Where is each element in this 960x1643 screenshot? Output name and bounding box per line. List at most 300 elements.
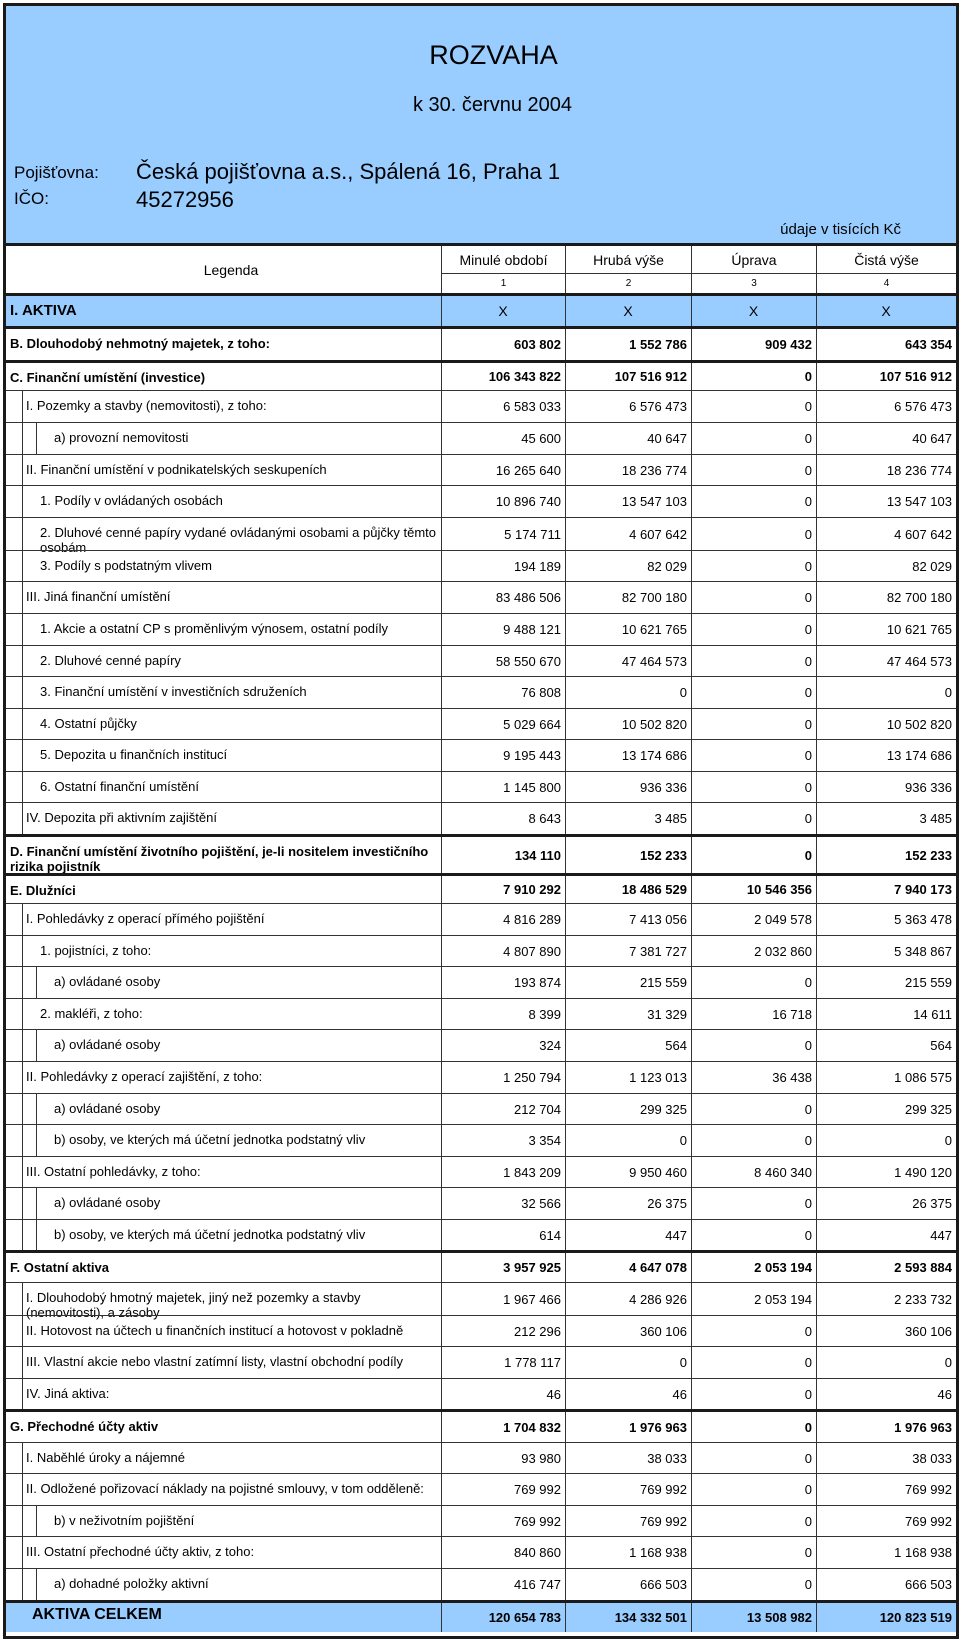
row-value-col4: 7 940 173 bbox=[894, 882, 952, 897]
col-header-adjustment: Úprava bbox=[691, 246, 816, 274]
row-value-col3: 0 bbox=[804, 622, 812, 637]
row-label: 6. Ostatní finanční umístění bbox=[40, 779, 199, 794]
table-row bbox=[6, 326, 956, 360]
row-value-col2: X bbox=[623, 303, 633, 319]
row-value-col1: 76 808 bbox=[521, 685, 561, 700]
row-value-col3: 0 bbox=[804, 1577, 812, 1592]
row-value-col3: 0 bbox=[804, 1419, 812, 1435]
table-row bbox=[6, 998, 956, 1029]
row-label: III. Vlastní akcie nebo vlastní zatímní listy, vlastní obchodní podíly bbox=[26, 1354, 403, 1369]
row-value-col1: 1 704 832 bbox=[503, 1419, 561, 1435]
ico-value: 45272956 bbox=[136, 187, 234, 212]
row-value-col1: 7 910 292 bbox=[503, 882, 561, 897]
row-value-col1: 8 399 bbox=[528, 1006, 561, 1022]
row-value-col4: 38 033 bbox=[912, 1450, 952, 1466]
indent-line bbox=[22, 1316, 23, 1346]
row-value-col1: 46 bbox=[546, 1386, 561, 1402]
row-value-col2: 31 329 bbox=[647, 1006, 687, 1022]
row-value-col4: 564 bbox=[930, 1038, 952, 1053]
table-row bbox=[6, 293, 956, 326]
row-label: 2. makléři, z toho: bbox=[40, 1006, 143, 1021]
row-value-col1: 212 296 bbox=[514, 1323, 561, 1339]
row-value-col4: 82 029 bbox=[912, 558, 952, 574]
row-value-col1: 58 550 670 bbox=[495, 653, 561, 669]
row-value-col4: 13 174 686 bbox=[886, 748, 952, 763]
row-value-col3: 909 432 bbox=[765, 337, 812, 352]
row-value-col1: 1 145 800 bbox=[503, 779, 561, 795]
row-value-col2: 360 106 bbox=[640, 1323, 687, 1339]
table-row bbox=[6, 1315, 956, 1346]
row-value-col4: 46 bbox=[937, 1386, 952, 1402]
row-value-col2: 107 516 912 bbox=[614, 369, 687, 384]
table-row bbox=[6, 1250, 956, 1282]
row-value-col3: 0 bbox=[804, 1386, 812, 1402]
row-value-col2: 4 607 642 bbox=[629, 526, 687, 542]
table-row bbox=[6, 1600, 956, 1632]
row-value-col2: 13 547 103 bbox=[621, 494, 687, 509]
row-value-col4: 4 607 642 bbox=[894, 526, 952, 542]
row-value-col3: 0 bbox=[804, 779, 812, 795]
row-value-col4: 1 976 963 bbox=[894, 1419, 952, 1435]
row-value-col4: 120 823 519 bbox=[879, 1610, 952, 1625]
row-value-col1: 45 600 bbox=[521, 431, 561, 446]
row-label: 5. Depozita u finančních institucí bbox=[40, 747, 228, 762]
row-value-col3: 0 bbox=[804, 1227, 812, 1243]
table-row bbox=[6, 360, 956, 390]
row-value-col1: 9 195 443 bbox=[503, 748, 561, 763]
indent-line bbox=[22, 1157, 23, 1187]
row-value-col4: 2 593 884 bbox=[894, 1260, 952, 1275]
indent-line bbox=[22, 803, 23, 834]
indent-line bbox=[22, 740, 23, 771]
row-value-col3: 0 bbox=[804, 685, 812, 700]
row-label: 1. pojistníci, z toho: bbox=[40, 943, 152, 958]
row-value-col4: 1 168 938 bbox=[894, 1545, 952, 1560]
row-value-col3: 0 bbox=[804, 1545, 812, 1560]
col-number-2: 2 bbox=[565, 274, 691, 293]
row-value-col4: 5 348 867 bbox=[894, 943, 952, 959]
row-value-col2: 26 375 bbox=[647, 1196, 687, 1211]
row-value-col4: 1 490 120 bbox=[894, 1164, 952, 1180]
row-value-col2: 47 464 573 bbox=[621, 653, 687, 669]
row-value-col4: 40 647 bbox=[912, 431, 952, 446]
table-row bbox=[6, 1505, 956, 1536]
legend-header: Legenda bbox=[203, 261, 259, 278]
indent-line bbox=[36, 1569, 37, 1600]
row-value-col4: 152 233 bbox=[905, 847, 952, 863]
row-value-col1: 4 816 289 bbox=[503, 912, 561, 927]
row-value-col1: X bbox=[498, 303, 508, 319]
row-value-col1: 324 bbox=[539, 1038, 561, 1053]
row-value-col2: 0 bbox=[679, 1355, 687, 1370]
row-value-col1: 614 bbox=[539, 1227, 561, 1243]
row-value-col1: 1 843 209 bbox=[503, 1164, 561, 1180]
indent-line bbox=[22, 677, 23, 708]
row-value-col3: 0 bbox=[804, 975, 812, 990]
table-row bbox=[6, 802, 956, 834]
row-value-col3: 0 bbox=[804, 1101, 812, 1117]
row-value-col3: 2 053 194 bbox=[754, 1260, 812, 1275]
row-label: b) osoby, ve kterých má účetní jednotka podstatný vliv bbox=[54, 1227, 366, 1242]
row-value-col4: 666 503 bbox=[905, 1577, 952, 1592]
row-value-col3: 0 bbox=[804, 399, 812, 414]
row-value-col3: 10 546 356 bbox=[746, 882, 812, 897]
row-value-col2: 18 486 529 bbox=[621, 882, 687, 897]
table-row bbox=[6, 1378, 956, 1409]
row-value-col3: 0 bbox=[804, 1355, 812, 1370]
indent-line bbox=[22, 455, 23, 485]
row-label: 2. Dluhové cenné papíry bbox=[40, 653, 181, 668]
indent-line bbox=[22, 1569, 23, 1600]
row-value-col2: 564 bbox=[665, 1038, 687, 1053]
row-value-col3: 0 bbox=[804, 526, 812, 542]
table-row bbox=[6, 485, 956, 517]
row-label: I. Naběhlé úroky a nájemné bbox=[26, 1450, 185, 1465]
row-value-col4: 769 992 bbox=[905, 1513, 952, 1529]
row-label: a) dohadné položky aktivní bbox=[54, 1576, 209, 1591]
row-label: G. Přechodné účty aktiv bbox=[10, 1419, 159, 1434]
table-row bbox=[6, 613, 956, 645]
row-label: a) ovládané osoby bbox=[54, 1037, 161, 1052]
table-row bbox=[6, 1061, 956, 1093]
row-value-col3: 2 049 578 bbox=[754, 912, 812, 927]
row-label: I. Pohledávky z operací přímého pojištění bbox=[26, 911, 265, 926]
col-header-gross: Hrubá výše bbox=[565, 246, 691, 274]
row-value-col1: 769 992 bbox=[514, 1513, 561, 1529]
row-value-col3: 0 bbox=[804, 590, 812, 605]
row-value-col1: 1 250 794 bbox=[503, 1070, 561, 1085]
indent-line bbox=[22, 1347, 23, 1378]
table-row bbox=[6, 935, 956, 966]
indent-line bbox=[22, 486, 23, 517]
row-label: 2. Dluhové cenné papíry vydané ovládanými osobami a půjčky těmto osobám bbox=[40, 525, 436, 555]
row-value-col3: 36 438 bbox=[772, 1070, 812, 1085]
row-value-col4: 936 336 bbox=[905, 779, 952, 795]
indent-line bbox=[36, 1220, 37, 1250]
row-label: a) ovládané osoby bbox=[54, 1101, 161, 1116]
indent-line bbox=[22, 551, 23, 581]
row-value-col3: 0 bbox=[804, 558, 812, 574]
row-value-col3: 0 bbox=[804, 1513, 812, 1529]
row-value-col3: 0 bbox=[804, 653, 812, 669]
row-value-col1: 93 980 bbox=[521, 1450, 561, 1466]
row-label: b) v neživotním pojištění bbox=[54, 1513, 195, 1528]
row-value-col4: 26 375 bbox=[912, 1196, 952, 1211]
indent-line bbox=[22, 999, 23, 1029]
row-value-col1: 16 265 640 bbox=[495, 462, 561, 478]
ico-label: IČO: bbox=[14, 189, 49, 208]
row-value-col2: 3 485 bbox=[654, 811, 687, 826]
row-value-col4: 0 bbox=[944, 685, 952, 700]
indent-line bbox=[36, 1125, 37, 1156]
report-header bbox=[6, 6, 956, 246]
row-value-col2: 7 381 727 bbox=[629, 943, 687, 959]
row-label: B. Dlouhodobý nehmotný majetek, z toho: bbox=[10, 336, 270, 351]
row-value-col2: 10 502 820 bbox=[621, 716, 687, 732]
row-value-col1: 840 860 bbox=[514, 1545, 561, 1560]
row-value-col4: X bbox=[881, 303, 891, 319]
row-value-col3: 0 bbox=[804, 847, 812, 863]
indent-line bbox=[22, 1188, 23, 1219]
row-value-col1: 83 486 506 bbox=[495, 590, 561, 605]
table-row bbox=[6, 1219, 956, 1250]
row-value-col4: 447 bbox=[930, 1227, 952, 1243]
row-value-col1: 134 110 bbox=[514, 847, 561, 863]
balance-sheet-page bbox=[3, 3, 959, 1639]
row-label: E. Dlužníci bbox=[10, 883, 76, 898]
indent-line bbox=[36, 1094, 37, 1124]
indent-line bbox=[22, 423, 23, 454]
table-row bbox=[6, 1568, 956, 1600]
row-value-col1: 769 992 bbox=[514, 1482, 561, 1497]
row-value-col4: 1 086 575 bbox=[894, 1070, 952, 1085]
row-value-col4: 13 547 103 bbox=[886, 494, 952, 509]
row-value-col3: 0 bbox=[804, 1196, 812, 1211]
row-value-col1: 4 807 890 bbox=[503, 943, 561, 959]
row-value-col1: 212 704 bbox=[514, 1101, 561, 1117]
row-value-col1: 603 802 bbox=[514, 337, 561, 352]
row-value-col4: 10 621 765 bbox=[886, 622, 952, 637]
indent-line bbox=[22, 1283, 23, 1315]
table-row bbox=[6, 966, 956, 998]
table-row bbox=[6, 422, 956, 454]
row-value-col1: 9 488 121 bbox=[503, 622, 561, 637]
row-value-col4: 6 576 473 bbox=[894, 399, 952, 414]
row-value-col2: 152 233 bbox=[640, 847, 687, 863]
row-value-col1: 10 896 740 bbox=[495, 494, 561, 509]
row-value-col2: 1 168 938 bbox=[629, 1545, 687, 1560]
row-value-col1: 120 654 783 bbox=[488, 1610, 561, 1625]
table-row bbox=[6, 1093, 956, 1124]
row-value-col3: 0 bbox=[804, 462, 812, 478]
indent-line bbox=[22, 1062, 23, 1093]
row-label: II. Odložené pořizovací náklady na pojistné smlouvy, v tom odděleně: bbox=[26, 1481, 424, 1496]
row-value-col2: 1 123 013 bbox=[629, 1070, 687, 1085]
row-value-col2: 46 bbox=[672, 1386, 687, 1402]
table-row bbox=[6, 676, 956, 708]
row-value-col1: 193 874 bbox=[514, 975, 561, 990]
row-value-col2: 18 236 774 bbox=[621, 462, 687, 478]
row-value-col3: 0 bbox=[804, 369, 812, 384]
table-row bbox=[6, 517, 956, 555]
indent-line bbox=[36, 1506, 37, 1536]
row-value-col2: 1 552 786 bbox=[629, 337, 687, 352]
indent-line bbox=[22, 1030, 23, 1061]
row-value-col3: 0 bbox=[804, 811, 812, 826]
column-header bbox=[6, 246, 956, 293]
table-row bbox=[6, 1187, 956, 1219]
row-label: C. Finanční umístění (investice) bbox=[10, 370, 206, 385]
row-label: I. AKTIVA bbox=[10, 302, 77, 319]
row-value-col2: 38 033 bbox=[647, 1450, 687, 1466]
row-value-col1: 3 354 bbox=[528, 1133, 561, 1148]
row-value-col3: 13 508 982 bbox=[746, 1610, 812, 1625]
row-value-col4: 10 502 820 bbox=[886, 716, 952, 732]
row-value-col3: 0 bbox=[804, 1133, 812, 1148]
col-number-3: 3 bbox=[691, 274, 816, 293]
row-value-col3: 0 bbox=[804, 1482, 812, 1497]
row-value-col4: 18 236 774 bbox=[886, 462, 952, 478]
indent-line bbox=[22, 391, 23, 422]
table-row bbox=[6, 739, 956, 771]
row-value-col3: 0 bbox=[804, 1450, 812, 1466]
row-label: I. Dlouhodobý hmotný majetek, jiný než pozemky a stavby (nemovitosti), a zásoby bbox=[26, 1290, 361, 1320]
row-label: F. Ostatní aktiva bbox=[10, 1260, 109, 1275]
indent-line bbox=[36, 423, 37, 454]
row-value-col2: 7 413 056 bbox=[629, 912, 687, 927]
row-value-col4: 2 233 732 bbox=[894, 1291, 952, 1307]
row-value-col3: 0 bbox=[804, 748, 812, 763]
indent-line bbox=[36, 967, 37, 998]
row-label: IV. Jiná aktiva: bbox=[26, 1386, 110, 1401]
row-value-col3: 0 bbox=[804, 431, 812, 446]
indent-line bbox=[22, 1443, 23, 1473]
row-value-col3: 2 032 860 bbox=[754, 943, 812, 959]
row-value-col2: 215 559 bbox=[640, 975, 687, 990]
row-value-col2: 40 647 bbox=[647, 431, 687, 446]
col-number-4: 4 bbox=[816, 274, 956, 293]
row-label: 3. Podíly s podstatným vlivem bbox=[40, 558, 212, 573]
row-value-col3: 2 053 194 bbox=[754, 1291, 812, 1307]
row-label: III. Jiná finanční umístění bbox=[26, 589, 171, 604]
row-value-col3: 8 460 340 bbox=[754, 1164, 812, 1180]
row-value-col2: 769 992 bbox=[640, 1513, 687, 1529]
row-value-col2: 769 992 bbox=[640, 1482, 687, 1497]
row-value-col2: 82 029 bbox=[647, 558, 687, 574]
row-value-col4: 107 516 912 bbox=[879, 369, 952, 384]
indent-line bbox=[22, 1094, 23, 1124]
table-row bbox=[6, 771, 956, 802]
row-value-col1: 5 174 711 bbox=[504, 526, 561, 542]
indent-line bbox=[22, 646, 23, 676]
row-value-col2: 10 621 765 bbox=[621, 622, 687, 637]
row-label: D. Finanční umístění životního pojištění, je-li nositelem investičního rizika pojistník bbox=[10, 844, 429, 874]
indent-line bbox=[22, 1506, 23, 1536]
row-label: IV. Depozita při aktivním zajištění bbox=[26, 810, 217, 825]
row-value-col2: 299 325 bbox=[640, 1101, 687, 1117]
table-row bbox=[6, 550, 956, 581]
row-value-col3: X bbox=[748, 303, 759, 319]
row-value-col4: 769 992 bbox=[905, 1482, 952, 1497]
table-row bbox=[6, 1156, 956, 1187]
row-value-col1: 5 029 664 bbox=[503, 716, 561, 732]
row-value-col1: 8 643 bbox=[528, 811, 561, 826]
row-value-col2: 4 286 926 bbox=[629, 1291, 687, 1307]
units-note: údaje v tisících Kč bbox=[780, 221, 901, 238]
table-row bbox=[6, 1029, 956, 1061]
report-date: k 30. červnu 2004 bbox=[413, 94, 572, 116]
row-value-col1: 1 967 466 bbox=[503, 1291, 561, 1307]
indent-line bbox=[22, 1379, 23, 1409]
row-value-col4: 47 464 573 bbox=[886, 653, 952, 669]
row-value-col4: 0 bbox=[944, 1355, 952, 1370]
indent-line bbox=[22, 967, 23, 998]
row-value-col4: 299 325 bbox=[905, 1101, 952, 1117]
row-value-col1: 416 747 bbox=[514, 1577, 561, 1592]
col-header-net: Čistá výše bbox=[816, 246, 956, 274]
table-row bbox=[6, 1409, 956, 1442]
table-row bbox=[6, 1442, 956, 1473]
row-value-col3: 0 bbox=[804, 494, 812, 509]
row-label: AKTIVA CELKEM bbox=[32, 1606, 162, 1623]
indent-line bbox=[22, 582, 23, 613]
insurer-value: Česká pojišťovna a.s., Spálená 16, Praha 1 bbox=[136, 159, 561, 184]
row-value-col4: 3 485 bbox=[919, 811, 952, 826]
row-label: a) ovládané osoby bbox=[54, 1195, 161, 1210]
row-value-col2: 0 bbox=[679, 1133, 687, 1148]
table-row bbox=[6, 1282, 956, 1320]
row-value-col2: 6 576 473 bbox=[629, 399, 687, 414]
row-value-col4: 643 354 bbox=[905, 337, 952, 352]
row-value-col2: 4 647 078 bbox=[629, 1260, 687, 1275]
row-value-col2: 134 332 501 bbox=[614, 1610, 687, 1625]
row-value-col4: 82 700 180 bbox=[886, 590, 952, 605]
row-label: II. Pohledávky z operací zajištění, z toho: bbox=[26, 1069, 263, 1084]
row-value-col4: 5 363 478 bbox=[894, 912, 952, 927]
row-value-col2: 13 174 686 bbox=[621, 748, 687, 763]
indent-line bbox=[22, 1220, 23, 1250]
row-label: 3. Finanční umístění v investičních sdruženích bbox=[40, 684, 307, 699]
row-label: 1. Podíly v ovládaných osobách bbox=[40, 493, 223, 508]
row-label: a) ovládané osoby bbox=[54, 974, 161, 989]
indent-line bbox=[22, 772, 23, 802]
table-row bbox=[6, 645, 956, 676]
indent-line bbox=[36, 1030, 37, 1061]
table-row bbox=[6, 834, 956, 873]
indent-line bbox=[22, 518, 23, 550]
row-value-col3: 0 bbox=[804, 1038, 812, 1053]
table-row bbox=[6, 1124, 956, 1156]
indent-line bbox=[22, 1474, 23, 1505]
row-label: 4. Ostatní půjčky bbox=[40, 716, 137, 731]
indent-line bbox=[22, 1125, 23, 1156]
row-value-col3: 0 bbox=[804, 716, 812, 732]
indent-line bbox=[22, 936, 23, 966]
col-header-previous: Minulé období bbox=[441, 246, 565, 274]
indent-line bbox=[22, 904, 23, 935]
row-value-col1: 194 189 bbox=[514, 558, 561, 574]
row-label: III. Ostatní pohledávky, z toho: bbox=[26, 1164, 201, 1179]
table-row bbox=[6, 1536, 956, 1568]
row-label: 1. Akcie a ostatní CP s proměnlivým výnosem, ostatní podíly bbox=[40, 621, 389, 636]
row-value-col2: 82 700 180 bbox=[621, 590, 687, 605]
report-title: ROZVAHA bbox=[429, 40, 558, 70]
indent-line bbox=[36, 1188, 37, 1219]
row-label: a) provozní nemovitosti bbox=[54, 430, 189, 445]
row-value-col4: 0 bbox=[944, 1133, 952, 1148]
col-number-1: 1 bbox=[441, 274, 565, 293]
row-label: b) osoby, ve kterých má účetní jednotka podstatný vliv bbox=[54, 1132, 366, 1147]
row-value-col2: 1 976 963 bbox=[629, 1419, 687, 1435]
row-value-col4: 14 611 bbox=[913, 1006, 952, 1022]
row-value-col2: 936 336 bbox=[640, 779, 687, 795]
table-row bbox=[6, 454, 956, 485]
table-row bbox=[6, 581, 956, 613]
table-row bbox=[6, 1346, 956, 1378]
row-value-col3: 16 718 bbox=[772, 1006, 812, 1022]
row-label: III. Ostatní přechodné účty aktiv, z toho: bbox=[26, 1544, 255, 1559]
row-value-col1: 3 957 925 bbox=[503, 1260, 561, 1275]
row-value-col2: 0 bbox=[679, 685, 687, 700]
row-value-col4: 215 559 bbox=[905, 975, 952, 990]
table-row bbox=[6, 390, 956, 422]
row-value-col2: 447 bbox=[665, 1227, 687, 1243]
row-value-col1: 6 583 033 bbox=[503, 399, 561, 414]
row-label: I. Pozemky a stavby (nemovitosti), z toho: bbox=[26, 398, 267, 413]
table-row bbox=[6, 903, 956, 935]
row-value-col4: 360 106 bbox=[905, 1323, 952, 1339]
table-row bbox=[6, 873, 956, 903]
